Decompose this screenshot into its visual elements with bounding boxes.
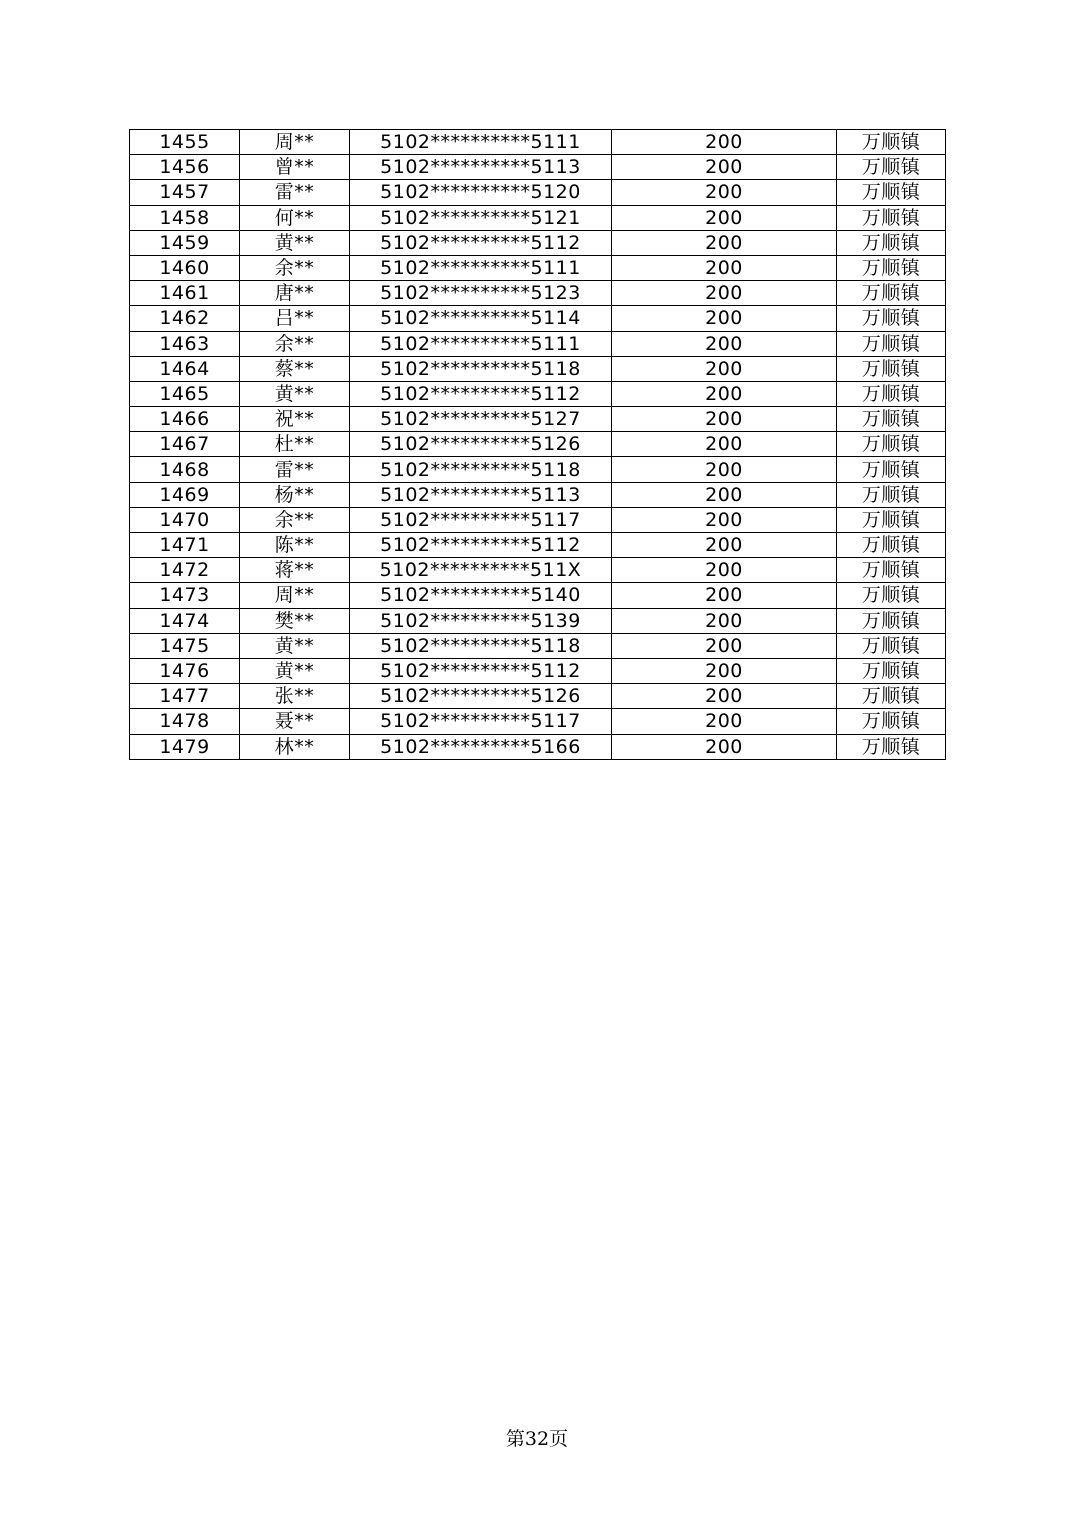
id-number-cell: 5102**********5166	[350, 734, 612, 759]
row-number-cell: 1471	[130, 533, 240, 558]
name-cell: 余**	[240, 331, 350, 356]
table-row	[130, 457, 946, 482]
amount-cell: 200	[612, 608, 837, 633]
id-number-cell: 5102**********5111	[350, 331, 612, 356]
id-number-cell: 5102**********5113	[350, 482, 612, 507]
town-cell: 万顺镇	[837, 130, 946, 155]
name-cell: 雷**	[240, 457, 350, 482]
amount-cell: 200	[612, 155, 837, 180]
name-cell: 杜**	[240, 432, 350, 457]
row-number-cell: 1478	[130, 709, 240, 734]
town-cell: 万顺镇	[837, 180, 946, 205]
amount-cell: 200	[612, 658, 837, 683]
town-cell: 万顺镇	[837, 331, 946, 356]
table-row	[130, 482, 946, 507]
table-row	[130, 633, 946, 658]
amount-cell: 200	[612, 507, 837, 532]
name-cell: 黄**	[240, 381, 350, 406]
row-number-cell: 1472	[130, 558, 240, 583]
amount-cell: 200	[612, 255, 837, 280]
id-number-cell: 5102**********5118	[350, 356, 612, 381]
name-cell: 唐**	[240, 281, 350, 306]
page-number: 第32页	[505, 1428, 569, 1450]
name-cell: 余**	[240, 255, 350, 280]
name-cell: 林**	[240, 734, 350, 759]
row-number-cell: 1467	[130, 432, 240, 457]
row-number-cell: 1465	[130, 381, 240, 406]
table-row	[130, 130, 946, 155]
row-number-cell: 1459	[130, 230, 240, 255]
table-row	[130, 155, 946, 180]
name-cell: 黄**	[240, 633, 350, 658]
name-cell: 曾**	[240, 155, 350, 180]
name-cell: 陈**	[240, 533, 350, 558]
name-cell: 吕**	[240, 306, 350, 331]
row-number-cell: 1477	[130, 684, 240, 709]
amount-cell: 200	[612, 482, 837, 507]
name-cell: 雷**	[240, 180, 350, 205]
id-number-cell: 5102**********5120	[350, 180, 612, 205]
amount-cell: 200	[612, 180, 837, 205]
row-number-cell: 1462	[130, 306, 240, 331]
name-cell: 何**	[240, 205, 350, 230]
table-row	[130, 608, 946, 633]
roster-table	[129, 129, 946, 760]
amount-cell: 200	[612, 230, 837, 255]
row-number-cell: 1460	[130, 255, 240, 280]
amount-cell: 200	[612, 533, 837, 558]
town-cell: 万顺镇	[837, 306, 946, 331]
row-number-cell: 1469	[130, 482, 240, 507]
town-cell: 万顺镇	[837, 608, 946, 633]
town-cell: 万顺镇	[837, 281, 946, 306]
id-number-cell: 5102**********5111	[350, 255, 612, 280]
id-number-cell: 5102**********5121	[350, 205, 612, 230]
table-row	[130, 709, 946, 734]
town-cell: 万顺镇	[837, 155, 946, 180]
town-cell: 万顺镇	[837, 381, 946, 406]
row-number-cell: 1456	[130, 155, 240, 180]
row-number-cell: 1475	[130, 633, 240, 658]
row-number-cell: 1457	[130, 180, 240, 205]
amount-cell: 200	[612, 432, 837, 457]
name-cell: 聂**	[240, 709, 350, 734]
name-cell: 余**	[240, 507, 350, 532]
amount-cell: 200	[612, 205, 837, 230]
town-cell: 万顺镇	[837, 633, 946, 658]
town-cell: 万顺镇	[837, 709, 946, 734]
amount-cell: 200	[612, 734, 837, 759]
table-row	[130, 507, 946, 532]
id-number-cell: 5102**********5117	[350, 709, 612, 734]
row-number-cell: 1464	[130, 356, 240, 381]
id-number-cell: 5102**********5112	[350, 230, 612, 255]
row-number-cell: 1479	[130, 734, 240, 759]
id-number-cell: 5102**********5111	[350, 130, 612, 155]
town-cell: 万顺镇	[837, 457, 946, 482]
amount-cell: 200	[612, 558, 837, 583]
amount-cell: 200	[612, 356, 837, 381]
row-number-cell: 1476	[130, 658, 240, 683]
table-row	[130, 180, 946, 205]
amount-cell: 200	[612, 709, 837, 734]
id-number-cell: 5102**********5112	[350, 533, 612, 558]
town-cell: 万顺镇	[837, 432, 946, 457]
amount-cell: 200	[612, 407, 837, 432]
id-number-cell: 5102**********5112	[350, 658, 612, 683]
town-cell: 万顺镇	[837, 558, 946, 583]
amount-cell: 200	[612, 130, 837, 155]
row-number-cell: 1463	[130, 331, 240, 356]
id-number-cell: 5102**********5123	[350, 281, 612, 306]
table-row	[130, 381, 946, 406]
table-row	[130, 407, 946, 432]
amount-cell: 200	[612, 381, 837, 406]
name-cell: 张**	[240, 684, 350, 709]
town-cell: 万顺镇	[837, 255, 946, 280]
row-number-cell: 1473	[130, 583, 240, 608]
town-cell: 万顺镇	[837, 507, 946, 532]
id-number-cell: 5102**********5126	[350, 432, 612, 457]
name-cell: 杨**	[240, 482, 350, 507]
table-row	[130, 331, 946, 356]
name-cell: 周**	[240, 130, 350, 155]
row-number-cell: 1468	[130, 457, 240, 482]
id-number-cell: 5102**********5118	[350, 457, 612, 482]
id-number-cell: 5102**********5127	[350, 407, 612, 432]
row-number-cell: 1458	[130, 205, 240, 230]
town-cell: 万顺镇	[837, 734, 946, 759]
table-row	[130, 205, 946, 230]
table-row	[130, 734, 946, 759]
name-cell: 蔡**	[240, 356, 350, 381]
id-number-cell: 5102**********511X	[350, 558, 612, 583]
table-row	[130, 583, 946, 608]
id-number-cell: 5102**********5118	[350, 633, 612, 658]
id-number-cell: 5102**********5114	[350, 306, 612, 331]
id-number-cell: 5102**********5112	[350, 381, 612, 406]
table-row	[130, 356, 946, 381]
row-number-cell: 1474	[130, 608, 240, 633]
id-number-cell: 5102**********5113	[350, 155, 612, 180]
name-cell: 黄**	[240, 230, 350, 255]
roster-table-body	[130, 130, 946, 760]
town-cell: 万顺镇	[837, 482, 946, 507]
row-number-cell: 1461	[130, 281, 240, 306]
id-number-cell: 5102**********5117	[350, 507, 612, 532]
town-cell: 万顺镇	[837, 205, 946, 230]
town-cell: 万顺镇	[837, 658, 946, 683]
table-row	[130, 658, 946, 683]
town-cell: 万顺镇	[837, 583, 946, 608]
table-row	[130, 432, 946, 457]
amount-cell: 200	[612, 583, 837, 608]
table-row	[130, 255, 946, 280]
table-row	[130, 558, 946, 583]
amount-cell: 200	[612, 457, 837, 482]
name-cell: 黄**	[240, 658, 350, 683]
name-cell: 樊**	[240, 608, 350, 633]
table-row	[130, 281, 946, 306]
amount-cell: 200	[612, 281, 837, 306]
town-cell: 万顺镇	[837, 684, 946, 709]
name-cell: 周**	[240, 583, 350, 608]
row-number-cell: 1455	[130, 130, 240, 155]
id-number-cell: 5102**********5139	[350, 608, 612, 633]
name-cell: 祝**	[240, 407, 350, 432]
name-cell: 蒋**	[240, 558, 350, 583]
amount-cell: 200	[612, 306, 837, 331]
town-cell: 万顺镇	[837, 356, 946, 381]
amount-cell: 200	[612, 684, 837, 709]
row-number-cell: 1470	[130, 507, 240, 532]
amount-cell: 200	[612, 633, 837, 658]
town-cell: 万顺镇	[837, 230, 946, 255]
table-row	[130, 684, 946, 709]
id-number-cell: 5102**********5140	[350, 583, 612, 608]
amount-cell: 200	[612, 331, 837, 356]
town-cell: 万顺镇	[837, 533, 946, 558]
row-number-cell: 1466	[130, 407, 240, 432]
town-cell: 万顺镇	[837, 407, 946, 432]
table-row	[130, 306, 946, 331]
table-row	[130, 230, 946, 255]
table-row	[130, 533, 946, 558]
id-number-cell: 5102**********5126	[350, 684, 612, 709]
